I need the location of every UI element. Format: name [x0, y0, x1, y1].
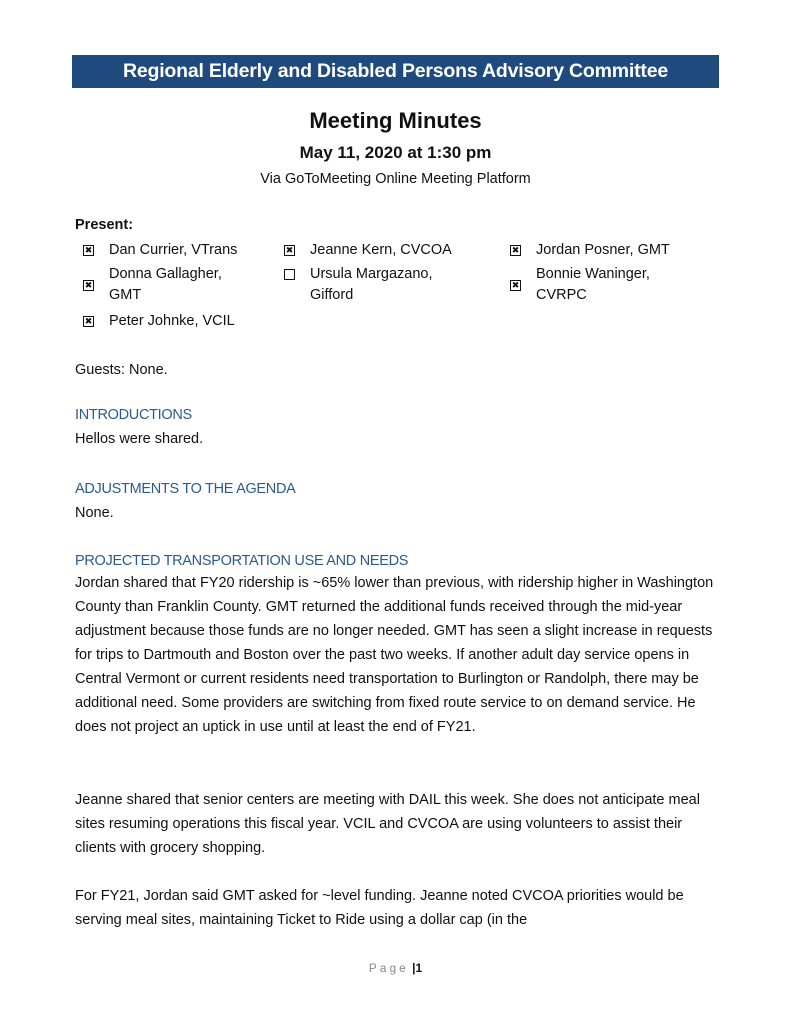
section-heading-introductions: INTRODUCTIONS: [75, 407, 192, 423]
attendee-name-line1: Donna Gallagher,: [109, 266, 222, 282]
introductions-text: Hellos were shared.: [75, 431, 204, 447]
attendee-name-line2: GMT: [109, 287, 142, 303]
attendee-name: Jeanne Kern, CVCOA: [310, 242, 452, 258]
attendee-name-line1: Bonnie Waninger,: [536, 266, 650, 282]
attendee: [83, 264, 222, 306]
attendee: [510, 264, 650, 306]
attendee-name-line2: CVRPC: [536, 287, 587, 303]
transportation-paragraph: Jordan shared that FY20 ridership is ~65% lower than previous, with ridership higher in Washington County than Franklin County. GMT returned the additional funds received through the mid-year adjustment because those funds are no longer needed. GMT has seen a slight increase in requests for trips to Dartmouth and Boston over the past two weeks. If another adult day service opens in Central Vermont or current residents need transportation to Burlington or Randolph, there may be additional need. Some providers are switching from fixed route service to on demand service. He does not project an uptick in use until at least the end of FY21.: [75, 575, 714, 735]
checkbox-checked-icon: ✖: [285, 245, 294, 255]
transportation-paragraph: For FY21, Jordan said GMT asked for ~level funding. Jeanne noted CVCOA priorities would be serving meal sites, maintaining Ticket to Ride using a dollar cap (in the: [75, 888, 684, 928]
attendee-name-line1: Ursula Margazano,: [310, 266, 433, 282]
attendee: [83, 311, 235, 332]
transportation-paragraph: Jeanne shared that senior centers are meeting with DAIL this week. She does not anticipate meal sites resuming operations this fiscal year. VCIL and CVCOA are using volunteers to assist their clients with grocery shopping.: [75, 792, 700, 856]
committee-banner: [72, 55, 719, 88]
guests-line: Guests: None.: [75, 362, 168, 378]
page-label: Page: [368, 961, 409, 975]
meeting-venue: Via GoToMeeting Online Meeting Platform: [260, 171, 531, 187]
page-number: 1: [415, 961, 423, 975]
meeting-datetime: May 11, 2020 at 1:30 pm: [299, 143, 492, 162]
checkbox-checked-icon: ✖: [84, 279, 93, 290]
attendee-name: [536, 264, 650, 306]
page-separator: |: [412, 961, 416, 975]
attendee-name: [310, 264, 433, 306]
attendee: [83, 240, 237, 261]
checkbox-unchecked-icon: [284, 269, 295, 280]
section-heading-transportation: PROJECTED TRANSPORTATION USE AND NEEDS: [75, 553, 409, 569]
present-label: Present:: [75, 217, 134, 233]
attendee: [284, 264, 433, 306]
checkbox-checked-icon: ✖: [511, 279, 520, 290]
document-title: Meeting Minutes: [309, 108, 482, 133]
attendee: [510, 240, 670, 261]
page-footer: [0, 961, 791, 975]
checkbox-checked-icon: ✖: [511, 245, 520, 255]
attendee-name: [109, 264, 222, 306]
attendee-name-line2: Gifford: [310, 287, 354, 303]
attendee-name: Jordan Posner, GMT: [536, 242, 670, 258]
agenda-adjustments-text: None.: [75, 505, 114, 521]
attendee: [284, 240, 452, 261]
attendee-name: Dan Currier, VTrans: [109, 242, 238, 258]
committee-name: Regional Elderly and Disabled Persons Advisory Committee: [122, 60, 669, 82]
attendee-name: Peter Johnke, VCIL: [109, 313, 235, 329]
checkbox-checked-icon: ✖: [84, 316, 93, 326]
checkbox-checked-icon: ✖: [84, 245, 93, 255]
section-heading-agenda-adjustments: ADJUSTMENTS TO THE AGENDA: [75, 481, 296, 497]
